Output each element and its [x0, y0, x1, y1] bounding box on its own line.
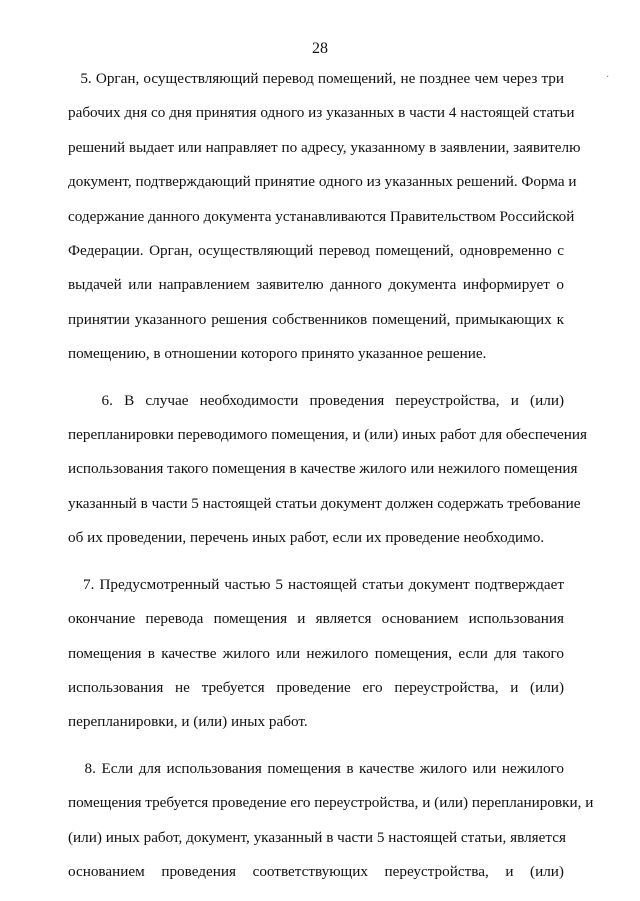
page-number: 28 — [312, 40, 328, 57]
text-line: решений выдает или направляет по адресу, указанному в заявлении, заявителю — [68, 138, 581, 156]
text-line: принятии указанного решения собственников помещений, примыкающих к — [68, 310, 564, 328]
text-line: 8. Если для использования помещения в качестве жилого или нежилого — [68, 759, 564, 777]
text-line: об их проведении, перечень иных работ, если их проведение необходимо. — [68, 529, 545, 547]
document-body — [68, 62, 594, 901]
text-line: помещению, в отношении которого принято указанное решение. — [68, 345, 487, 363]
text-line: 5. Орган, осуществляющий перевод помещений, не позднее чем через три — [68, 70, 564, 87]
paragraph-7 — [68, 568, 564, 740]
text-line: окончание перевода помещения и является основанием использования — [68, 610, 564, 628]
paragraph-8 — [68, 752, 594, 890]
text-line: содержание данного документа устанавливаются Правительством Российской — [68, 207, 575, 225]
text-line: использования не требуется проведение его переустройства, и (или) — [68, 678, 564, 696]
text-line: основанием проведения соответствующих переустройства, и (или) — [68, 862, 564, 880]
text-line: документ, подтверждающий принятие одного из указанных решений. Форма и — [68, 173, 577, 191]
text-line: помещения в качестве жилого или нежилого помещения, если для такого — [68, 644, 564, 662]
text-line: выдачей или направлением заявителю данного документа информирует о — [68, 276, 564, 294]
text-line: рабочих дня со дня принятия одного из указанных в части 4 настоящей статьи — [68, 104, 575, 122]
text-line: Федерации. Орган, осуществляющий перевод помещений, одновременно с — [68, 242, 564, 260]
text-line: (или) иных работ, документ, указанный в части 5 настоящей статьи, является — [68, 828, 566, 846]
text-line: использования такого помещения в качестве жилого или нежилого помещения — [68, 460, 578, 478]
text-line: 7. Предусмотренный частью 5 настоящей статьи документ подтверждает — [68, 575, 564, 593]
paragraph-6 — [68, 384, 587, 556]
text-line: помещения требуется проведение его переустройства, и (или) перепланировки, и — [68, 794, 594, 812]
text-line: 6. В случае необходимости проведения переустройства, и (или) — [68, 391, 564, 409]
text-line: указанный в части 5 настоящей статьи документ должен содержать требование — [68, 494, 581, 512]
scan-mark: · — [606, 72, 610, 83]
text-line: перепланировки переводимого помещения, и (или) иных работ для обеспечения — [68, 426, 587, 444]
paragraph-5 — [68, 62, 581, 372]
text-line: перепланировки, и (или) иных работ. — [68, 713, 308, 731]
